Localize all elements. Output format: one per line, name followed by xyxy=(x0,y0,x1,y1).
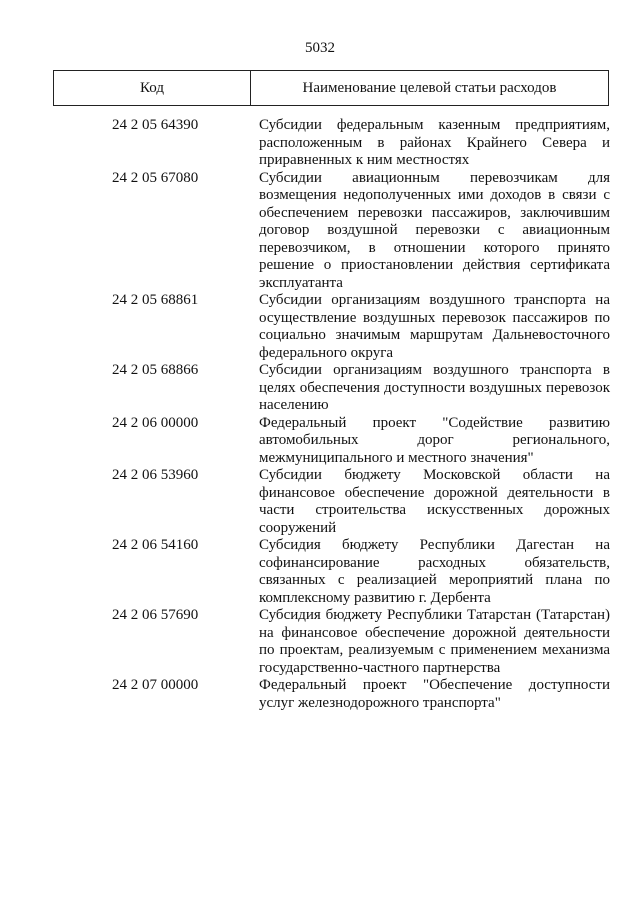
entries-list xyxy=(0,117,640,712)
table-row xyxy=(0,607,640,677)
table-row xyxy=(0,677,640,712)
table-row xyxy=(0,415,640,468)
page-number: 5032 xyxy=(305,40,335,56)
row-code: 24 2 07 00000 xyxy=(112,677,199,693)
table-row xyxy=(0,292,640,362)
row-code: 24 2 05 64390 xyxy=(112,117,199,133)
header-name: Наименование целевой статьи расходов xyxy=(302,80,557,96)
row-text: Субсидии организациям воздушного транспорта на осуществление воздушных перевозок пассажиров по социально значимым маршрутам Дальневосточного федерального округа xyxy=(259,292,610,361)
table-row xyxy=(0,537,640,607)
row-code: 24 2 06 00000 xyxy=(112,414,199,431)
row-text: Федеральный проект "Обеспечение доступности услуг железнодорожного транспорта" xyxy=(259,677,610,711)
row-code: 24 2 05 68866 xyxy=(112,362,199,378)
row-text: Субсидии организациям воздушного транспорта в целях обеспечения доступности воздушных перевозок населению xyxy=(259,362,610,413)
row-code: 24 2 06 53960 xyxy=(112,467,199,483)
row-code: 24 2 06 57690 xyxy=(112,607,199,623)
header-code: Код xyxy=(140,80,164,96)
row-text: Субсидии авиационным перевозчикам для возмещения недополученных ими доходов в связи с обеспечением перевозки пассажиров, заключившим договор воздушной перевозки с авиационным перевозчиком, в отношении которого принято решение о приостановлении действия сертификата эксплуатанта xyxy=(259,169,610,291)
row-code: 24 2 06 54160 xyxy=(112,537,199,553)
table-row xyxy=(0,362,640,415)
row-text: Федеральный проект "Содействие развитию автомобильных дорог регионального, межмуниципального и местного значения" xyxy=(259,414,610,466)
table-row xyxy=(0,117,640,170)
row-code: 24 2 05 67080 xyxy=(112,169,199,186)
row-text: Субсидии федеральным казенным предприятиям, расположенным в районах Крайнего Севера и приравненных к ним местностях xyxy=(259,117,610,168)
row-text: Субсидия бюджету Республики Татарстан (Татарстан) на финансовое обеспечение дорожной деятельности по проектам, реализуемым с применением механизма государственно-частного партнерства xyxy=(259,607,610,676)
table-header xyxy=(53,70,609,106)
row-code: 24 2 05 68861 xyxy=(112,292,199,308)
row-text: Субсидия бюджету Республики Дагестан на софинансирование расходных обязательств, связанных с реализацией мероприятий плана по комплексному развитию г. Дербента xyxy=(259,537,610,606)
table-row xyxy=(0,170,640,293)
row-text: Субсидии бюджету Московской области на финансовое обеспечение дорожной деятельности в части строительства искусственных дорожных сооружений xyxy=(259,467,610,536)
table-row xyxy=(0,467,640,537)
